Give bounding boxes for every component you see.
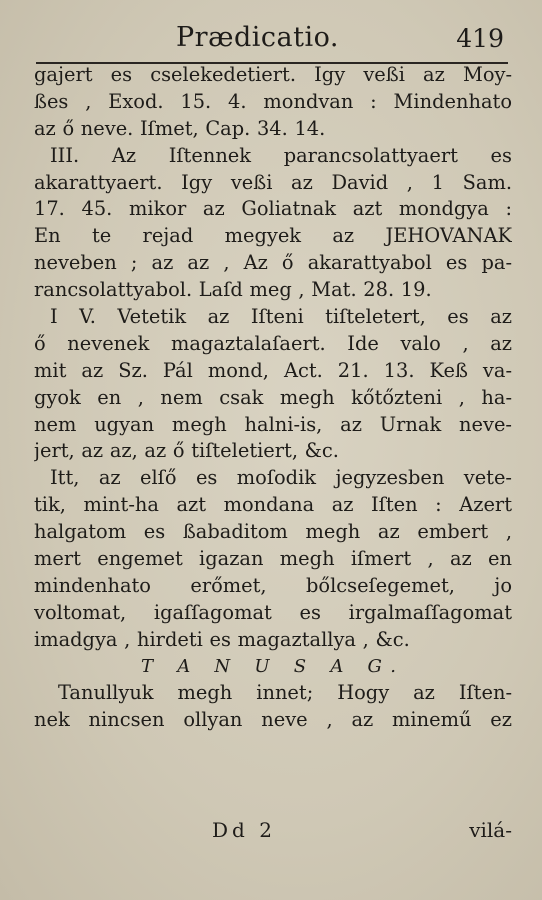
- text-line: En te rejad megyek az JEHOVANAK: [34, 224, 512, 248]
- text-line: halgatom es ßabaditom megh az embert ,: [34, 520, 512, 544]
- text-line: mert engemet igazan megh iſmert , az en: [34, 547, 512, 571]
- text-line: gajert es cselekedetiert. Igy veßi az Moy-: [34, 63, 512, 86]
- text-line: imadgya , hirdeti es magaztallya , &c.: [34, 627, 410, 651]
- text-line: gyok en , nem csak megh kőtőzteni , ha-: [34, 385, 512, 409]
- text-line: ő nevenek magaztalaſaert. Ide valo , az: [34, 331, 512, 355]
- text-line: tik, mint-ha azt mondana az Iſten : Azert: [34, 493, 512, 517]
- page-footer: [34, 818, 512, 848]
- text-line: ßes , Exod. 15. 4. mondvan : Mindenhato: [34, 89, 512, 113]
- text-line: nem ugyan megh halni-is, az Urnak neve-: [34, 412, 512, 436]
- text-line: Itt, az elſő es moſodik jegyzesben vete-: [50, 466, 512, 490]
- text-line: nek nincsen ollyan neve , az minemű ez: [34, 708, 512, 732]
- text-line: mindenhato erőmet, bőlcseſegemet, jo: [34, 573, 512, 597]
- catchword: vilá-: [469, 818, 512, 842]
- text-line: akarattyaert. Igy veßi az David , 1 Sam.: [34, 170, 512, 194]
- text-line: jert, az az, az ő tiſteletiert, &c.: [34, 439, 339, 463]
- text-line: 17. 45. mikor az Goliatnak azt mondgya :: [34, 197, 512, 221]
- body-text: [34, 62, 512, 734]
- page-number: 419: [456, 24, 504, 53]
- page-header: [36, 14, 508, 66]
- section-heading: T A N U S A G.: [140, 655, 406, 677]
- text-line: rancsolattyabol. Laſd meg , Mat. 28. 19.: [34, 278, 432, 302]
- text-line: III. Az Iſtennek parancsolattyaert es: [50, 143, 512, 167]
- text-line: neveben ; az az , Az ő akarattyabol es pa-: [34, 251, 512, 275]
- text-line: I V. Vetetik az Iſteni tiſteletert, es az: [50, 305, 512, 329]
- text-line: mit az Sz. Pál mond, Act. 21. 13. Keß va-: [34, 358, 512, 382]
- running-title: Prædicatio.: [176, 22, 339, 53]
- text-line: Tanullyuk megh innet; Hogy az Iſten-: [58, 681, 512, 705]
- signature-mark: Dd 2: [212, 818, 276, 842]
- text-line: voltomat, igaſſagomat es irgalmaſſagomat: [34, 600, 512, 624]
- text-line: az ő neve. Iſmet, Cap. 34. 14.: [34, 116, 326, 140]
